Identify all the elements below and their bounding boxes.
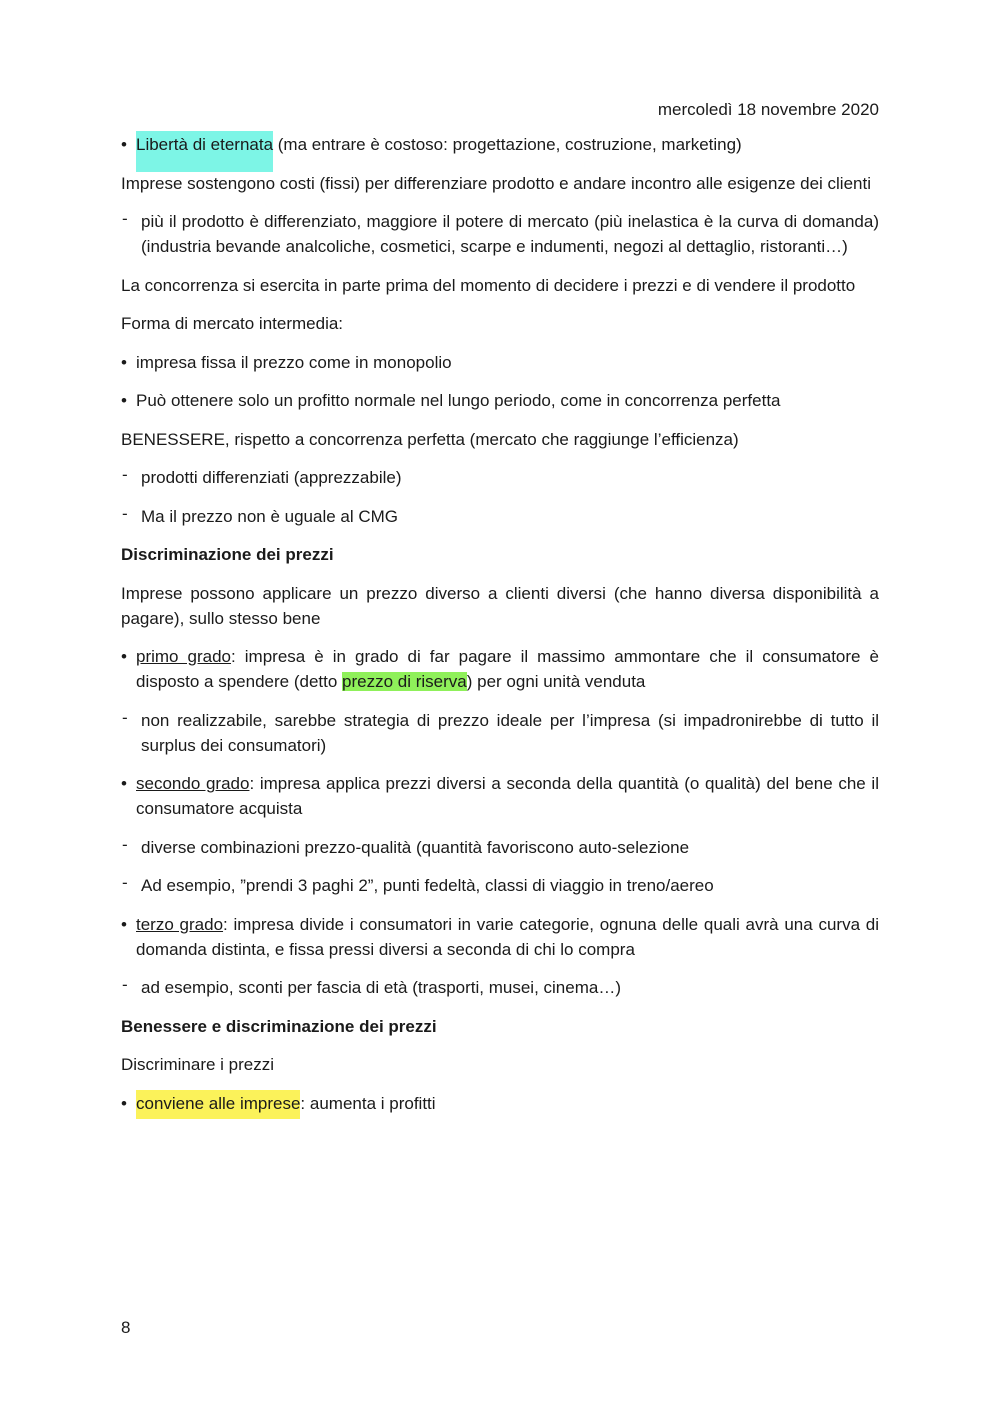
highlight-text: prezzo di riserva (342, 672, 467, 691)
section-heading: Benessere e discriminazione dei prezzi (121, 1016, 437, 1036)
section-heading: Discriminazione dei prezzi (121, 545, 334, 564)
underlined-term: terzo grado (136, 914, 224, 934)
bullet-text: : aumenta i profitti (300, 1093, 436, 1113)
dash-item: - Ma il prezzo non è uguale al CMG (121, 504, 879, 529)
paragraph: Forma di mercato intermedia: (121, 314, 344, 333)
bullet-text: : impresa applica prezzi diversi a seconda della quantità (o qualità) del bene che il consumatore acquista (136, 774, 879, 818)
bullet-item (121, 132, 879, 157)
dash-item: - non realizzabile, sarebbe strategia di prezzo ideale per l’impresa (si impadronirebbe di tutto il surplus dei consumatori) (121, 708, 879, 758)
bullet-text: : impresa divide i consumatori in varie categorie, ognuna delle quali avrà una curva di domanda distinta, e fissa pressi diversi a seconda di chi lo compra (136, 914, 880, 959)
dash-item: - ad esempio, sconti per fascia di età (trasporti, musei, cinema…) (121, 975, 879, 1000)
bullet-item: • impresa fissa il prezzo come in monopolio (121, 350, 879, 375)
paragraph: Imprese sostengono costi (fissi) per differenziare prodotto e andare incontro alle esigenze dei clienti (121, 173, 871, 193)
highlight-text: Libertà di eternata (136, 131, 273, 172)
highlight-text: conviene alle imprese (136, 1090, 300, 1119)
page-date: mercoledì 18 novembre 2020 (657, 100, 879, 119)
bullet-item (121, 912, 879, 962)
dash-item: - prodotti differenziati (apprezzabile) (121, 465, 879, 490)
page-content (121, 132, 879, 1129)
dash-item: - Ad esempio, ”prendi 3 paghi 2”, punti fedeltà, classi di viaggio in treno/aereo (121, 873, 879, 898)
dash-item: - diverse combinazioni prezzo-qualità (quantità favoriscono auto-selezione (121, 835, 879, 860)
paragraph: Imprese possono applicare un prezzo diverso a clienti diversi (che hanno diversa disponibilità a pagare), sullo stesso bene (121, 583, 879, 628)
bullet-item (121, 644, 879, 694)
underlined-term: secondo grado (136, 774, 250, 793)
paragraph: La concorrenza si esercita in parte prima del momento di decidere i prezzi e di vendere il prodotto (121, 275, 856, 295)
bullet-text: (ma entrare è costoso: progettazione, costruzione, marketing) (273, 135, 742, 154)
page-number: 8 (121, 1318, 131, 1337)
underlined-term: primo grado (136, 647, 232, 666)
bullet-text: : impresa è in grado di far pagare il massimo ammontare che il consumatore è disposto a spendere (detto (136, 647, 879, 691)
dash-item: - più il prodotto è differenziato, maggiore il potere di mercato (più inelastica è la curva di domanda) (industria bevande analcoliche, cosmetici, scarpe e indumenti, negozi al dettaglio, ristoranti…) (121, 209, 879, 259)
bullet-item: • Può ottenere solo un profitto normale nel lungo periodo, come in concorrenza perfetta (121, 388, 879, 413)
paragraph: Discriminare i prezzi (121, 1055, 275, 1074)
paragraph: BENESSERE, rispetto a concorrenza perfetta (mercato che raggiunge l’efficienza) (121, 429, 739, 449)
bullet-item (121, 1091, 879, 1116)
bullet-text: ) per ogni unità venduta (466, 672, 646, 691)
bullet-item (121, 771, 879, 821)
